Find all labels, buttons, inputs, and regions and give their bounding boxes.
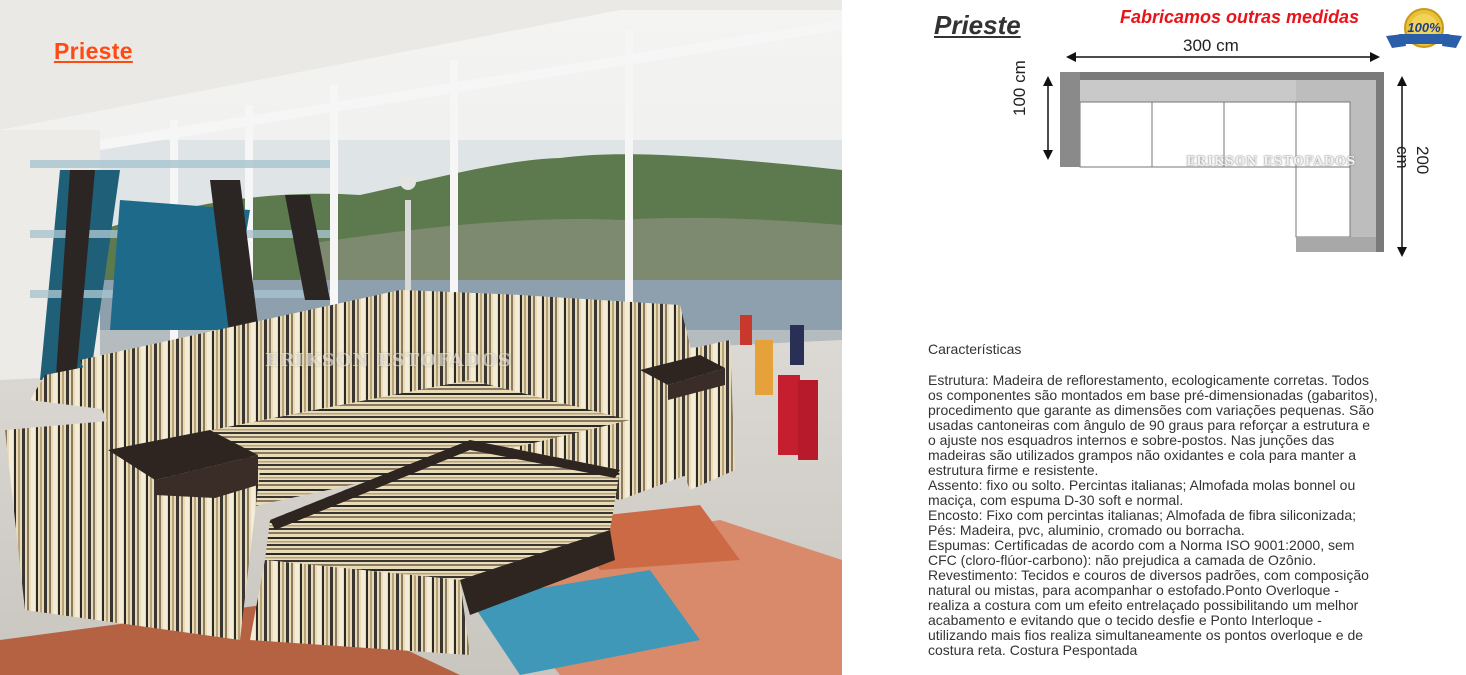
specifications [928,342,1418,658]
length-dimension: 200 cm [1393,146,1432,175]
specifications-heading: Características [928,341,1022,357]
seal-text: 100% [1407,20,1441,35]
specifications-body: Estrutura: Madeira de reflorestamento, ecologicamente corretas. Todos os componentes são montados em base pré-dimensionadas (gabaritos), procedimento que garante as dimensões com variações pequenas. São usadas cantoneiras com ângulo de 90 graus para reforçar a estrutura e o ajuste nos esquadros internos e sobre-postos. Nas junções das madeiras são utilizados grampos não oxidantes e cola para manter a estrutura firme e resistente. Assento: fixo ou solto. Percintas italianas; Almofada molas bonnel ou maciça, com espuma D-30 soft e normal. Encosto: Fixo com percintas italianas; Almofada de fibra siliconizada; Pés: Madeira, pvc, aluminio, cromado ou borracha. Espumas: Certificadas de acordo com a Norma ISO 9001:2000, sem CFC (cloro-flúor-carbono): não prejudica a camada de Ozônio. Revestimento: Tecidos e couros de diversos padrões, com composição natural ou mistas, para acompanhar o estofado.Ponto Overloque - realiza a costura com um efeito entrelaçado possibilitando um melhor acabamento e evitando que o tecido desfie e Ponto Interloque - utilizando mais fios realiza simultaneamente os pontos overloque e de costura reta. Costura Pespontada [928,372,1378,658]
custom-sizes-promo: Fabricamos outras medidas [1120,7,1360,27]
photo-watermark: ERIKSON ESTOFADOS [265,350,512,371]
depth-dimension: 100 cm [1010,60,1029,116]
product-title: Prieste [934,10,1021,40]
photo-product-title: Prieste [54,38,133,64]
diagram-watermark: ERIKSON ESTOFADOS [1186,154,1357,168]
width-dimension: 300 cm [1183,36,1239,55]
